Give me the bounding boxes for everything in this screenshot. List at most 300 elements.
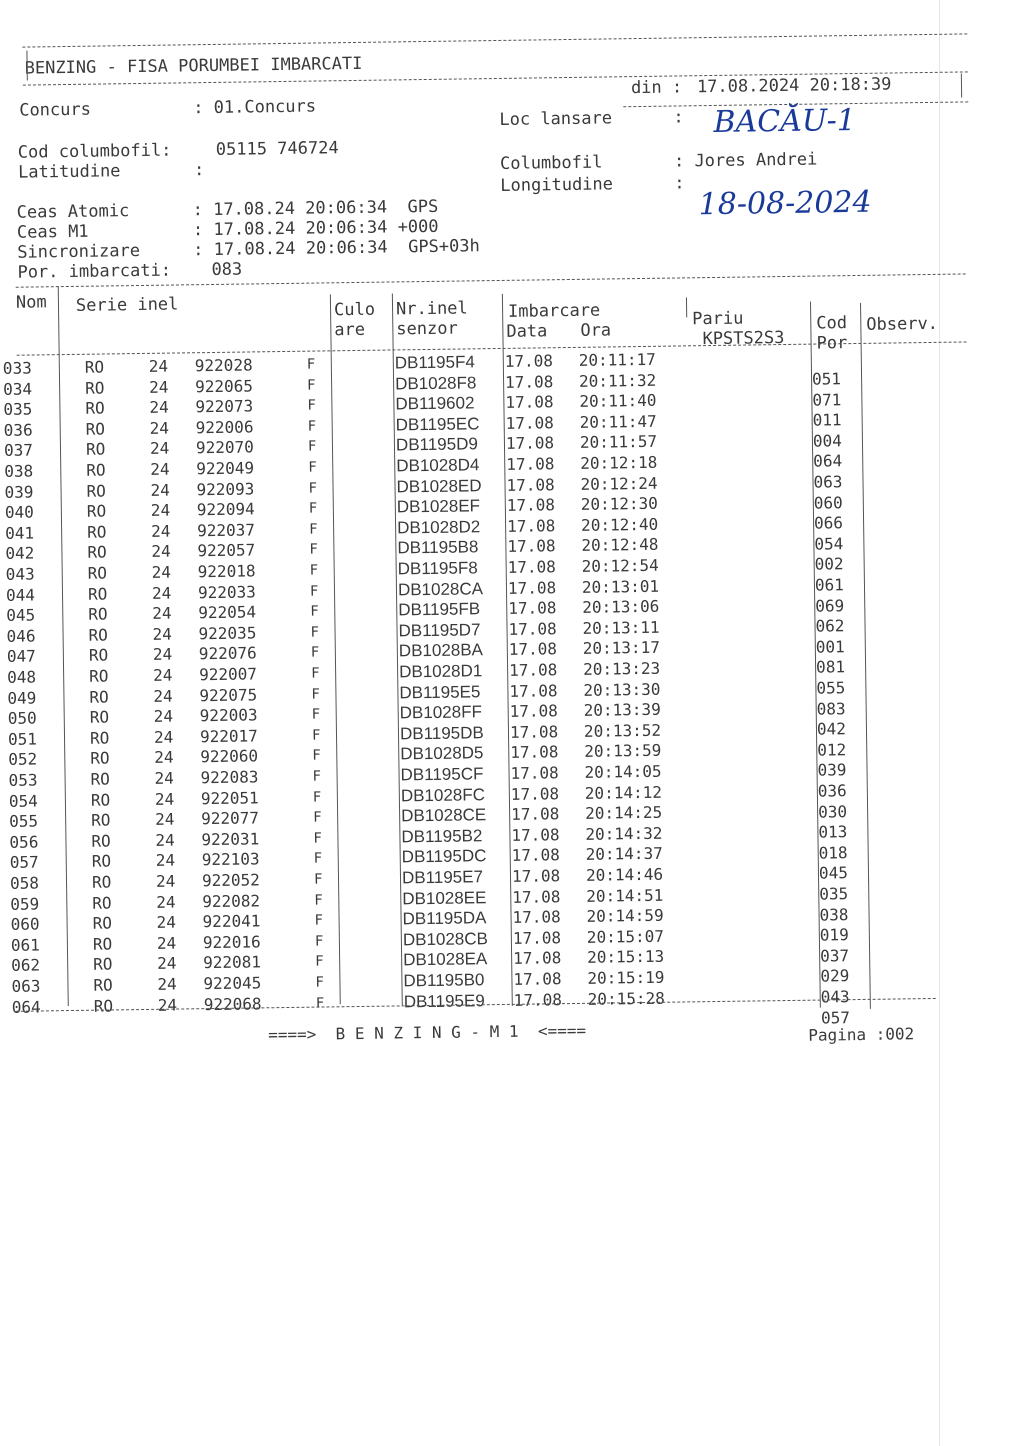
- row-number: 062: [11, 955, 41, 976]
- col-nom: Nom: [15, 292, 47, 313]
- pigeon-code: 045: [818, 863, 849, 883]
- ring-number: 922035: [198, 623, 257, 644]
- ring-country: RO: [85, 398, 105, 418]
- ring-number: 922077: [201, 808, 260, 829]
- sex-code: F: [312, 789, 322, 806]
- sensor-ring: DB1195B0: [403, 970, 485, 991]
- boarding-date: 17.08: [506, 516, 556, 536]
- columbofil-label: Columbofil: [499, 152, 603, 174]
- ring-year: 24: [150, 480, 170, 500]
- col-ora: Ora: [580, 320, 612, 341]
- ring-number: 922006: [195, 417, 254, 438]
- ring-year: 24: [149, 397, 169, 418]
- pigeon-code: 043: [820, 987, 850, 1007]
- din-datetime: 17.08.2024 20:18:39: [696, 74, 892, 98]
- boarding-time: 20:13:17: [582, 638, 661, 659]
- ring-year: 24: [157, 974, 177, 994]
- ring-country: RO: [88, 645, 109, 666]
- top-border: [22, 33, 967, 47]
- pigeon-code: 030: [817, 801, 848, 822]
- ring-number: 922054: [198, 602, 257, 623]
- row-number: 045: [6, 605, 36, 626]
- ring-number: 922070: [195, 437, 254, 458]
- ring-number: 922075: [199, 684, 258, 705]
- ring-country: RO: [92, 913, 113, 933]
- pigeon-code: 019: [819, 925, 849, 945]
- loc-lansare-colon: :: [673, 107, 684, 128]
- sensor-ring: DB1028D5: [400, 743, 484, 764]
- ring-number: 922031: [201, 829, 260, 849]
- ceas-atomic-label: Ceas Atomic: [16, 201, 130, 223]
- boarding-time: 20:11:32: [578, 370, 657, 391]
- ring-country: RO: [86, 481, 106, 501]
- boarding-time: 20:13:30: [583, 679, 661, 700]
- sex-code: F: [309, 583, 319, 600]
- boarding-date: 17.08: [505, 433, 555, 454]
- sex-code: F: [313, 809, 322, 826]
- ring-year: 24: [157, 995, 178, 1015]
- boarding-date: 17.08: [508, 598, 557, 619]
- boarding-time: 20:14:51: [586, 885, 664, 906]
- sensor-ring: DB1195E9: [403, 990, 485, 1011]
- ring-number: 922081: [203, 952, 262, 973]
- ceas-m1-value: : 17.08.24 20:06:34 +000: [192, 216, 439, 241]
- pigeon-code: 042: [816, 719, 847, 739]
- sex-code: F: [308, 459, 317, 476]
- ring-year: 24: [149, 438, 170, 459]
- pigeon-code: 012: [817, 739, 847, 760]
- ring-country: RO: [85, 439, 106, 460]
- boarding-time: 20:11:57: [579, 432, 658, 453]
- boarding-date: 17.08: [511, 804, 560, 825]
- sex-code: F: [309, 562, 319, 579]
- row-number: 048: [7, 667, 37, 687]
- sex-code: F: [314, 892, 323, 909]
- row-number: 036: [3, 420, 33, 440]
- ring-country: RO: [86, 460, 106, 480]
- sensor-ring: DB1195F4: [394, 352, 475, 373]
- pigeon-code: 018: [818, 842, 848, 863]
- boarding-date: 17.08: [512, 927, 562, 948]
- row-number: 043: [5, 564, 35, 584]
- boarding-date: 17.08: [506, 495, 556, 516]
- boarding-time: 20:12:54: [581, 555, 659, 576]
- sensor-ring: DB1028F8: [394, 372, 477, 394]
- ring-year: 24: [151, 521, 171, 541]
- ring-country: RO: [93, 954, 113, 975]
- ring-year: 24: [148, 356, 169, 376]
- ring-year: 24: [155, 830, 175, 850]
- ring-year: 24: [151, 541, 171, 562]
- page-number: Pagina :002: [808, 1024, 915, 1045]
- pigeon-code: 071: [812, 389, 842, 410]
- sex-code: F: [306, 356, 316, 373]
- pigeon-code: 011: [812, 410, 842, 430]
- ring-number: 922094: [196, 499, 255, 520]
- ceas-atomic-value: : 17.08.24 20:06:34 GPS: [192, 196, 439, 221]
- ring-year: 24: [156, 892, 176, 912]
- boarding-date: 17.08: [510, 763, 559, 783]
- sensor-ring: DB1028CB: [402, 929, 489, 950]
- row-number: 064: [11, 997, 41, 1017]
- ring-number: 922052: [201, 870, 260, 891]
- ring-country: RO: [92, 934, 113, 954]
- ring-number: 922068: [203, 993, 262, 1014]
- ring-number: 922065: [194, 376, 254, 396]
- sex-code: F: [310, 624, 320, 641]
- boarding-time: 20:11:47: [579, 411, 657, 432]
- col-culoare-1: Culo: [333, 299, 376, 321]
- boarding-date: 17.08: [506, 474, 555, 495]
- sensor-ring: DB1195D7: [398, 620, 481, 641]
- ring-year: 24: [151, 562, 172, 582]
- boarding-time: 20:14:25: [584, 802, 663, 824]
- ring-year: 24: [156, 912, 177, 933]
- row-number: 051: [7, 729, 38, 749]
- ring-year: 24: [152, 644, 173, 665]
- row-number: 060: [10, 914, 40, 935]
- row-number: 058: [9, 873, 40, 893]
- ring-number: 922037: [197, 520, 256, 541]
- sensor-ring: DB1028EF: [396, 496, 481, 517]
- pigeon-code: 057: [820, 1007, 851, 1028]
- ring-number: 922051: [200, 787, 259, 808]
- row-number: 038: [4, 461, 34, 481]
- row-number: 041: [5, 523, 35, 543]
- boarding-date: 17.08: [504, 371, 554, 392]
- boarding-time: 20:15:19: [587, 967, 665, 988]
- row-number: 056: [9, 832, 39, 852]
- ring-year: 24: [150, 500, 171, 521]
- ring-country: RO: [90, 790, 111, 810]
- sex-code: F: [307, 438, 317, 456]
- ring-number: 922017: [199, 726, 258, 746]
- sex-code: F: [309, 521, 318, 538]
- col-cod: Cod: [816, 313, 848, 334]
- ring-number: 922076: [198, 643, 257, 664]
- ring-country: RO: [90, 748, 110, 769]
- ring-year: 24: [157, 953, 177, 974]
- row-number: 040: [4, 502, 34, 523]
- cod-columbofil-label: Cod columbofil:: [17, 140, 172, 163]
- sex-code: F: [310, 603, 319, 620]
- sensor-ring: DB1028FF: [399, 702, 483, 723]
- sex-code: F: [314, 912, 324, 929]
- boarding-date: 17.08: [509, 721, 559, 742]
- concurs-value: : 01.Concurs: [193, 96, 317, 119]
- sex-code: F: [311, 686, 320, 703]
- boarding-time: 20:15:07: [586, 926, 665, 947]
- col-senzor: senzor: [396, 318, 458, 340]
- boarding-date: 17.08: [510, 783, 560, 804]
- sex-code: F: [313, 871, 323, 888]
- ring-number: 922033: [197, 582, 256, 602]
- ring-country: RO: [93, 996, 114, 1016]
- sex-code: F: [312, 747, 321, 765]
- boarding-date: 17.08: [513, 989, 563, 1010]
- boarding-time: 20:12:48: [581, 535, 659, 556]
- ring-number: 922041: [202, 911, 261, 932]
- pigeon-code: 081: [815, 657, 846, 677]
- columbofil-value: : Jores Andrei: [673, 149, 818, 172]
- row-number: 042: [5, 543, 35, 564]
- boarding-date: 17.08: [505, 413, 554, 433]
- boarding-time: 20:13:11: [582, 617, 660, 638]
- din-right-bar: [961, 74, 962, 98]
- sensor-ring: DB1195E5: [399, 681, 481, 703]
- ring-number: 922083: [200, 767, 259, 788]
- row-number: 052: [8, 749, 38, 770]
- boarding-date: 17.08: [507, 577, 557, 598]
- ring-number: 922057: [197, 540, 256, 561]
- ring-country: RO: [85, 419, 106, 439]
- boarding-date: 17.08: [506, 454, 555, 474]
- porumbei-imbarcati-label: Por. imbarcati:: [17, 260, 172, 283]
- pigeon-code: 004: [812, 431, 842, 451]
- ring-country: RO: [87, 563, 108, 583]
- boarding-date: 17.08: [511, 866, 561, 886]
- boarding-date: 17.08: [512, 886, 561, 907]
- sensor-ring: DB1195FB: [398, 599, 481, 620]
- sex-code: F: [315, 995, 325, 1012]
- pigeon-code: 002: [814, 554, 844, 574]
- row-number: 037: [3, 440, 34, 461]
- sex-code: F: [315, 974, 325, 991]
- ring-year: 24: [156, 933, 177, 953]
- ring-country: RO: [84, 357, 105, 377]
- boarding-time: 20:11:17: [578, 349, 656, 370]
- boarding-date: 17.08: [509, 701, 558, 722]
- pigeon-code: 038: [819, 904, 849, 925]
- ring-number: 922049: [196, 458, 255, 479]
- handwritten-date: 18-08-2024: [698, 184, 872, 223]
- ring-country: RO: [93, 975, 113, 995]
- row-number: 055: [9, 811, 39, 832]
- ring-country: RO: [89, 666, 109, 686]
- concurs-label: Concurs: [19, 99, 92, 121]
- sex-code: F: [307, 418, 317, 435]
- ring-country: RO: [86, 501, 107, 521]
- sensor-ring: DB1195D9: [395, 434, 479, 455]
- sensor-ring: DB1195DB: [399, 723, 484, 744]
- boarding-date: 17.08: [509, 680, 558, 701]
- ring-year: 24: [148, 377, 169, 397]
- boarding-date: 17.08: [511, 824, 560, 845]
- row-number: 050: [7, 708, 37, 729]
- ring-year: 24: [154, 747, 174, 768]
- sensor-ring: DB1028EA: [403, 949, 488, 970]
- boarding-date: 17.08: [507, 536, 556, 557]
- ring-year: 24: [149, 418, 170, 438]
- ring-number: 922093: [196, 479, 255, 499]
- ring-year: 24: [153, 727, 174, 747]
- latitudine-colon: :: [193, 160, 205, 181]
- boarding-time: 20:13:39: [583, 699, 661, 721]
- sincronizare-label: Sincronizare: [17, 240, 141, 263]
- sheet-title: BENZING - FISA PORUMBEI IMBARCATI: [24, 53, 363, 79]
- sensor-ring: DB1195B2: [401, 826, 483, 847]
- sex-code: F: [311, 665, 320, 682]
- col-kpsts2s3: KPSTS2S3: [702, 328, 785, 350]
- din-label: din :: [630, 77, 683, 99]
- row-number: 061: [10, 935, 40, 955]
- boarding-date: 17.08: [513, 969, 562, 989]
- boarding-date: 17.08: [513, 948, 562, 969]
- sensor-ring: DB1028BA: [398, 640, 484, 661]
- sex-code: F: [308, 500, 318, 517]
- ring-country: RO: [88, 604, 108, 624]
- loc-lansare-label: Loc lansare: [499, 108, 613, 130]
- cod-columbofil-value: 05115 746724: [215, 138, 339, 160]
- longitudine-label: Longitudine: [500, 174, 614, 196]
- col-nr-inel: Nr.inel: [395, 298, 468, 320]
- pigeon-code: 066: [813, 513, 844, 533]
- boarding-date: 17.08: [505, 392, 554, 413]
- row-number: 049: [7, 688, 37, 708]
- row-number: 034: [3, 379, 33, 399]
- sensor-ring: DB1195E7: [401, 867, 484, 888]
- sensor-ring: DB1028CA: [397, 578, 484, 600]
- col-observ: Observ.: [866, 313, 939, 335]
- pigeon-code: 054: [814, 534, 844, 554]
- ring-year: 24: [152, 624, 172, 644]
- ring-country: RO: [92, 893, 112, 913]
- pigeon-code: 083: [816, 698, 846, 719]
- pigeon-code: 060: [813, 492, 843, 513]
- ring-year: 24: [152, 603, 172, 624]
- sensor-ring: DB1028D2: [396, 517, 481, 538]
- row-number: 059: [10, 894, 40, 914]
- sex-code: F: [307, 397, 316, 414]
- ring-country: RO: [89, 687, 109, 707]
- sex-code: F: [314, 933, 324, 950]
- ring-year: 24: [154, 789, 175, 809]
- ring-number: 922003: [199, 705, 258, 726]
- pigeon-code: 029: [820, 966, 850, 986]
- sex-code: F: [315, 953, 324, 971]
- pigeon-code: 069: [815, 595, 845, 616]
- row-number: 044: [5, 585, 36, 605]
- ring-country: RO: [89, 728, 110, 748]
- ring-country: RO: [85, 378, 105, 398]
- boarding-time: 20:14:59: [586, 905, 664, 927]
- pigeon-code: 055: [816, 678, 846, 698]
- sex-code: F: [308, 480, 318, 497]
- boarding-date: 17.08: [504, 351, 554, 371]
- boarding-date: 17.08: [508, 660, 558, 680]
- ring-country: RO: [88, 625, 108, 645]
- ring-number: 922060: [200, 746, 259, 767]
- sensor-ring: DB1195DC: [401, 846, 487, 867]
- row-number: 063: [11, 976, 41, 996]
- pigeon-code: 039: [817, 760, 847, 780]
- ring-year: 24: [154, 768, 174, 788]
- row-number: 057: [9, 852, 39, 873]
- title-left-bar: [26, 51, 27, 81]
- boarding-time: 20:13:59: [584, 741, 662, 762]
- row-number: 054: [8, 791, 38, 811]
- boarding-date: 17.08: [508, 619, 557, 639]
- sensor-ring: DB1028EE: [402, 887, 487, 908]
- sensor-ring: DB1028FC: [400, 784, 486, 805]
- pigeon-code: 063: [813, 472, 843, 492]
- sex-code: F: [311, 727, 321, 744]
- boarding-time: 20:11:40: [579, 390, 657, 412]
- ring-year: 24: [153, 706, 174, 727]
- ring-number: 922045: [203, 973, 262, 994]
- pigeon-code: 061: [814, 575, 844, 595]
- boarding-time: 20:15:13: [587, 947, 665, 968]
- col-imbarcare: Imbarcare: [507, 300, 601, 322]
- sep-imbarcare: [686, 297, 687, 317]
- pigeon-code: 064: [813, 451, 843, 472]
- boarding-time: 20:12:30: [580, 493, 659, 515]
- ring-country: RO: [91, 872, 112, 892]
- pigeon-code: 062: [815, 616, 845, 636]
- ring-year: 24: [153, 665, 173, 685]
- sex-code: F: [313, 830, 322, 847]
- boarding-time: 20:15:28: [587, 988, 665, 1009]
- ring-country: RO: [91, 810, 111, 830]
- sensor-ring: DB1028D1: [399, 661, 483, 682]
- col-serie-inel: Serie inel: [75, 294, 179, 316]
- ring-year: 24: [155, 809, 175, 830]
- boarding-time: 20:13:06: [582, 596, 660, 618]
- ring-number: 922073: [195, 396, 254, 417]
- row-number: 039: [4, 482, 34, 502]
- ring-country: RO: [89, 707, 110, 727]
- row-number: 046: [6, 626, 36, 646]
- sensor-ring: DB1028CE: [401, 805, 487, 826]
- ring-number: 922103: [201, 849, 260, 870]
- boarding-date: 17.08: [511, 845, 561, 866]
- pigeon-code: 051: [811, 369, 842, 389]
- boarding-date: 17.08: [512, 907, 561, 928]
- pigeon-code: 013: [818, 822, 848, 842]
- col-pariu: Pariu: [692, 308, 744, 330]
- row-number: 053: [8, 770, 38, 790]
- boarding-time: 20:14:12: [584, 782, 663, 803]
- ring-country: RO: [91, 831, 111, 851]
- sensor-ring: DB1195CF: [400, 764, 484, 785]
- ceas-m1-label: Ceas M1: [16, 221, 89, 243]
- handwritten-location: BACĂU-1: [713, 102, 857, 140]
- boarding-date: 17.08: [510, 742, 559, 763]
- ring-year: 24: [155, 850, 176, 871]
- ring-year: 24: [150, 459, 170, 479]
- boarding-time: 20:12:40: [580, 514, 659, 535]
- boarding-time: 20:12:24: [580, 473, 658, 494]
- ring-country: RO: [87, 522, 107, 542]
- sex-code: F: [307, 377, 316, 394]
- ring-year: 24: [151, 583, 172, 603]
- footer-brand: ====> B E N Z I N G - M 1 <====: [268, 1020, 587, 1045]
- row-number: 047: [6, 646, 36, 667]
- pigeon-code: 036: [817, 781, 847, 801]
- boarding-time: 20:13:52: [583, 720, 662, 741]
- sex-code: F: [309, 541, 318, 559]
- sex-code: F: [312, 768, 322, 785]
- boarding-time: 20:14:05: [584, 761, 662, 782]
- longitudine-colon: :: [674, 173, 685, 194]
- sex-code: F: [310, 644, 320, 662]
- col-por: Por: [816, 333, 848, 354]
- boarding-date: 17.08: [507, 557, 556, 577]
- sensor-ring: DB1028D4: [396, 455, 480, 476]
- row-number: 033: [2, 358, 32, 378]
- col-data: Data: [506, 321, 548, 342]
- sincronizare-value: : 17.08.24 20:06:34 GPS+03h: [193, 236, 480, 261]
